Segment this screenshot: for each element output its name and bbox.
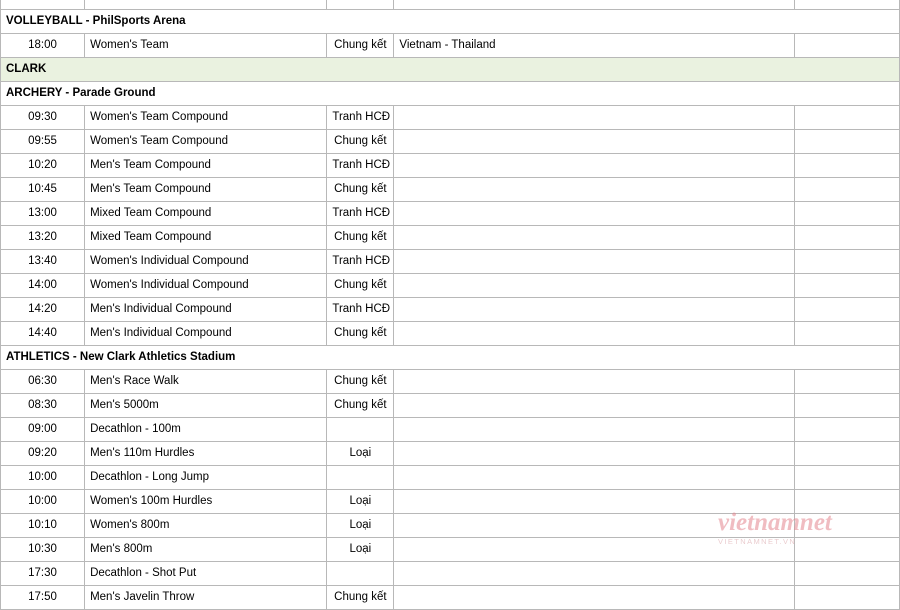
table-cell-time: 09:20 <box>1 442 85 466</box>
table-row <box>1 538 900 562</box>
table-cell-time <box>1 0 85 10</box>
table-cell-extra <box>794 322 899 346</box>
venue-label: VOLLEYBALL - PhilSports Arena <box>1 10 900 34</box>
table-cell-round: Tranh HCĐ <box>327 298 394 322</box>
table-cell-round: Loại <box>327 490 394 514</box>
table-cell-detail <box>394 538 794 562</box>
table-cell-detail <box>394 178 794 202</box>
table-cell-round: Tranh HCĐ <box>327 154 394 178</box>
table-cell-event: Women's Team <box>85 34 327 58</box>
table-cell-detail <box>394 370 794 394</box>
table-cell-time: 14:00 <box>1 274 85 298</box>
table-cell-time: 09:30 <box>1 106 85 130</box>
table-cell-detail <box>394 394 794 418</box>
table-cell-round: Loại <box>327 514 394 538</box>
table-cell-time: 14:20 <box>1 298 85 322</box>
table-cell-round: Chung kết <box>327 322 394 346</box>
table-row <box>1 562 900 586</box>
table-cell-extra <box>794 130 899 154</box>
table-cell-event: Men's Team Compound <box>85 154 327 178</box>
table-cell-event: Decathlon - 100m <box>85 418 327 442</box>
table-cell-event: Men's 110m Hurdles <box>85 442 327 466</box>
table-cell-round: Tranh HCĐ <box>327 202 394 226</box>
table-cell-time: 18:00 <box>1 34 85 58</box>
table-cell-detail: Vietnam - Thailand <box>394 34 794 58</box>
table-cell-extra <box>794 586 899 610</box>
table-cell-detail <box>394 250 794 274</box>
table-cell-extra <box>794 370 899 394</box>
table-cell-extra <box>794 178 899 202</box>
table-cell-detail <box>394 562 794 586</box>
table-cell-round: Chung kết <box>327 274 394 298</box>
table-cell-extra <box>794 562 899 586</box>
city-header-row <box>1 58 900 82</box>
table-cell-time: 09:00 <box>1 418 85 442</box>
watermark-subtitle: VIETNAMNET.VN <box>718 537 797 546</box>
table-cell-event: Mixed Team Compound <box>85 226 327 250</box>
table-row <box>1 34 900 58</box>
table-cell-detail <box>394 226 794 250</box>
table-cell-round: Chung kết <box>327 226 394 250</box>
city-label: CLARK <box>1 58 900 82</box>
table-cell-detail <box>394 106 794 130</box>
table-cell-time: 10:10 <box>1 514 85 538</box>
table-cell-round <box>327 418 394 442</box>
table-row <box>1 394 900 418</box>
table-cell-event: Women's Team Compound <box>85 130 327 154</box>
table-cell-event: Men's 800m <box>85 538 327 562</box>
table-cell-extra <box>794 442 899 466</box>
table-cell-time: 10:00 <box>1 466 85 490</box>
table-cell-event: Women's Team Compound <box>85 106 327 130</box>
table-cell-round: Chung kết <box>327 130 394 154</box>
table-row-partial <box>1 0 900 10</box>
table-cell-detail <box>394 274 794 298</box>
table-row <box>1 370 900 394</box>
table-cell-round <box>327 466 394 490</box>
table-cell-event: Men's Individual Compound <box>85 322 327 346</box>
table-row <box>1 298 900 322</box>
table-cell-detail <box>394 154 794 178</box>
table-cell-time: 08:30 <box>1 394 85 418</box>
table-cell-time: 10:45 <box>1 178 85 202</box>
table-cell-event: Women's Individual Compound <box>85 274 327 298</box>
venue-header-row <box>1 10 900 34</box>
watermark-brand: vietnamnet <box>718 509 832 536</box>
table-row <box>1 490 900 514</box>
table-cell-extra <box>794 0 899 10</box>
table-cell-time: 10:20 <box>1 154 85 178</box>
table-cell-extra <box>794 250 899 274</box>
table-cell-detail <box>394 418 794 442</box>
table-cell-round: Chung kết <box>327 586 394 610</box>
sport-label: ARCHERY - Parade Ground <box>1 82 900 106</box>
table-cell-extra <box>794 274 899 298</box>
table-cell-extra <box>794 202 899 226</box>
table-cell-extra <box>794 34 899 58</box>
sport-label: ATHLETICS - New Clark Athletics Stadium <box>1 346 900 370</box>
table-cell-round <box>327 562 394 586</box>
table-cell-time: 10:00 <box>1 490 85 514</box>
table-cell-time: 17:30 <box>1 562 85 586</box>
table-cell-extra <box>794 298 899 322</box>
table-row <box>1 130 900 154</box>
table-row <box>1 418 900 442</box>
table-row <box>1 274 900 298</box>
table-cell-extra <box>794 226 899 250</box>
table-cell-event: Men's Javelin Throw <box>85 586 327 610</box>
table-cell-event: Women's 800m <box>85 514 327 538</box>
table-cell-detail <box>394 466 794 490</box>
table-cell-extra <box>794 514 899 538</box>
table-cell-time: 09:55 <box>1 130 85 154</box>
table-cell-detail <box>394 490 794 514</box>
table-cell-time: 13:40 <box>1 250 85 274</box>
table-cell-round: Loại <box>327 442 394 466</box>
table-cell-event: Men's Individual Compound <box>85 298 327 322</box>
table-row <box>1 202 900 226</box>
table-cell-detail <box>394 322 794 346</box>
table-cell-detail <box>394 298 794 322</box>
table-cell-event: Women's Individual Compound <box>85 250 327 274</box>
table-cell-extra <box>794 394 899 418</box>
table-cell-time: 13:20 <box>1 226 85 250</box>
table-cell-round: Chung kết <box>327 34 394 58</box>
table-row <box>1 442 900 466</box>
table-cell-extra <box>794 106 899 130</box>
table-row <box>1 106 900 130</box>
table-cell-detail <box>394 0 794 10</box>
table-cell-detail <box>394 442 794 466</box>
table-row <box>1 586 900 610</box>
table-cell-extra <box>794 466 899 490</box>
table-cell-extra <box>794 538 899 562</box>
table-cell-extra <box>794 490 899 514</box>
table-cell-event: Decathlon - Long Jump <box>85 466 327 490</box>
table-row <box>1 322 900 346</box>
table-cell-round: Chung kết <box>327 370 394 394</box>
table-cell-round: Loại <box>327 538 394 562</box>
table-cell-time: 10:30 <box>1 538 85 562</box>
sport-header-row <box>1 346 900 370</box>
table-cell-event <box>85 0 327 10</box>
table-cell-time: 14:40 <box>1 322 85 346</box>
schedule-body <box>1 0 900 610</box>
table-cell-event: Men's Race Walk <box>85 370 327 394</box>
table-cell-extra <box>794 418 899 442</box>
table-cell-round: Tranh HCĐ <box>327 106 394 130</box>
table-cell-time: 06:30 <box>1 370 85 394</box>
table-cell-event: Women's 100m Hurdles <box>85 490 327 514</box>
table-row <box>1 178 900 202</box>
table-cell-time: 17:50 <box>1 586 85 610</box>
table-cell-round: Chung kết <box>327 394 394 418</box>
table-cell-round: Chung kết <box>327 178 394 202</box>
table-cell-time: 13:00 <box>1 202 85 226</box>
table-cell-event: Men's 5000m <box>85 394 327 418</box>
table-cell-detail <box>394 130 794 154</box>
table-cell-detail <box>394 202 794 226</box>
table-row <box>1 250 900 274</box>
table-cell-detail <box>394 586 794 610</box>
table-cell-extra <box>794 154 899 178</box>
table-cell-event: Mixed Team Compound <box>85 202 327 226</box>
table-cell-event: Men's Team Compound <box>85 178 327 202</box>
table-cell-event: Decathlon - Shot Put <box>85 562 327 586</box>
table-row <box>1 514 900 538</box>
table-cell-round: Tranh HCĐ <box>327 250 394 274</box>
table-row <box>1 226 900 250</box>
table-cell-detail <box>394 514 794 538</box>
table-row <box>1 154 900 178</box>
sport-header-row <box>1 82 900 106</box>
table-row <box>1 466 900 490</box>
table-cell-round <box>327 0 394 10</box>
